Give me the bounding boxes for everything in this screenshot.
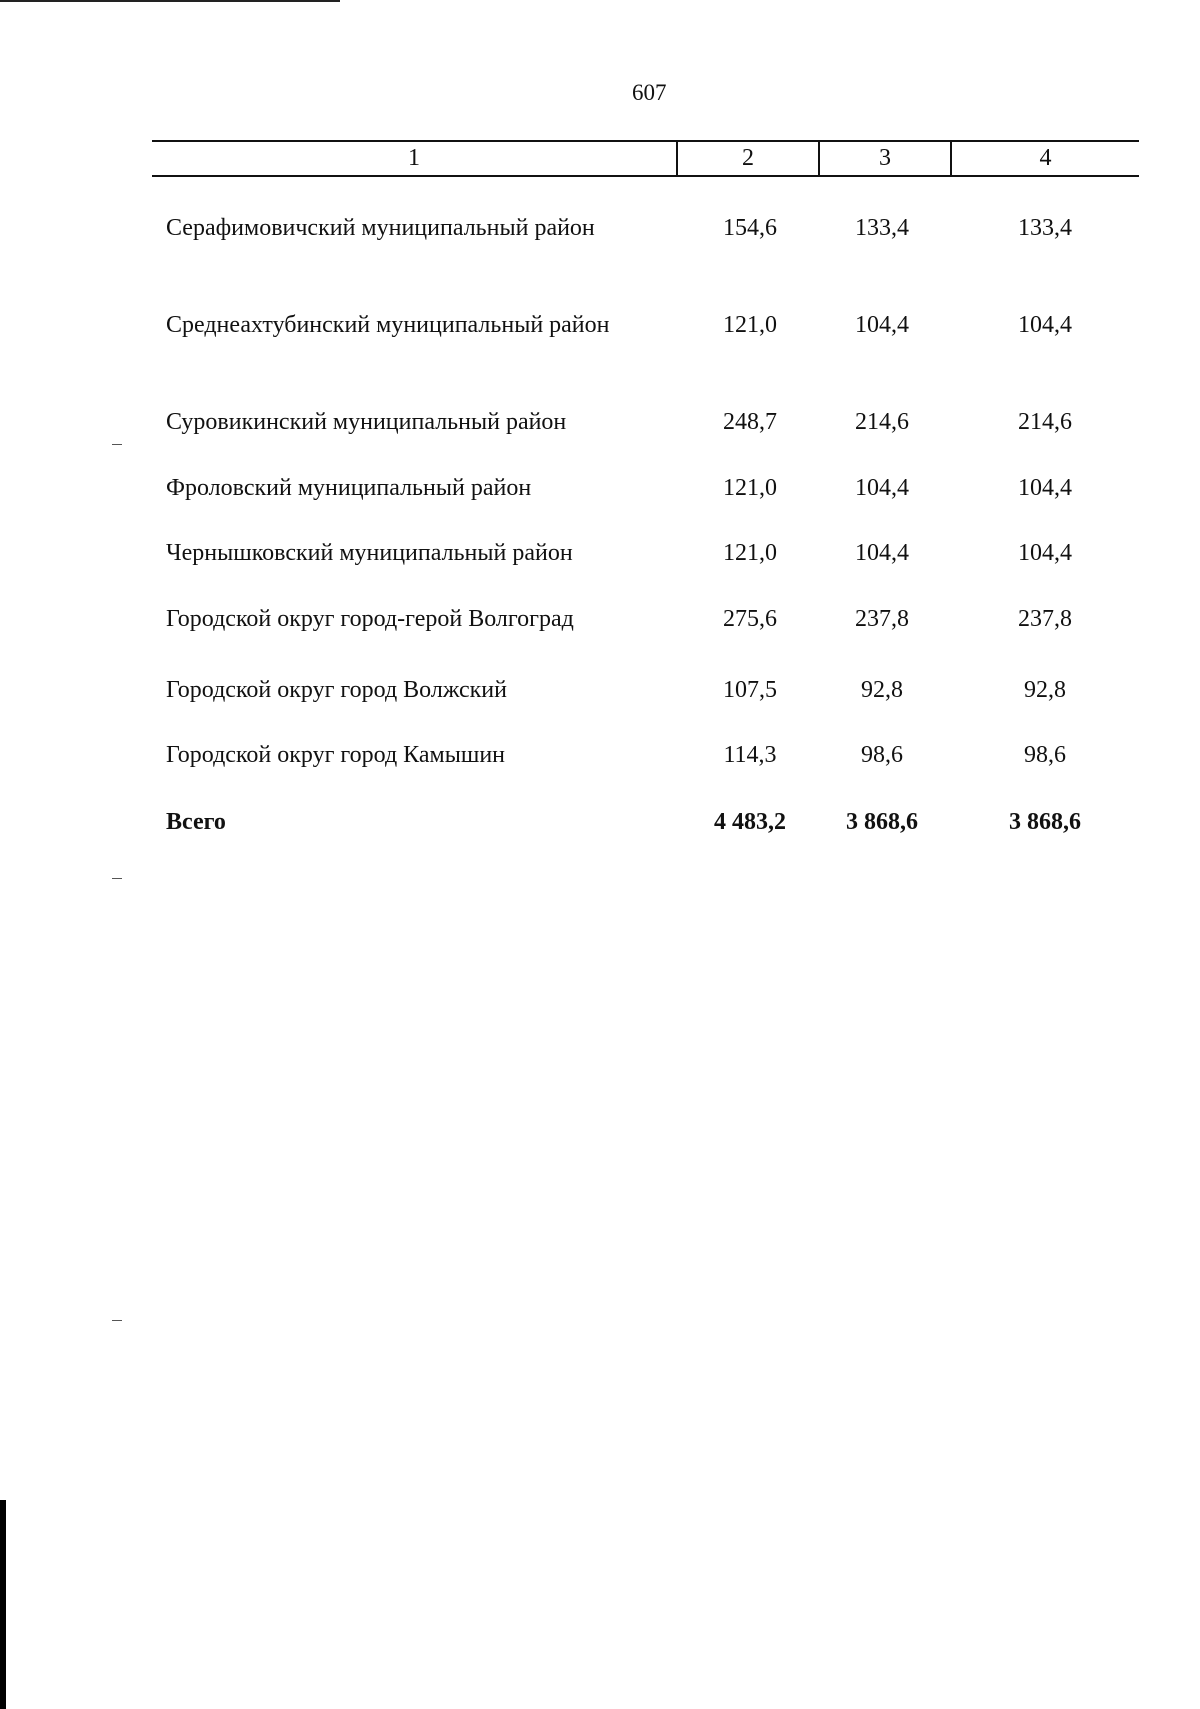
row-name: Городской округ город-герой Волгоград (166, 606, 574, 632)
header-bottom-rule (152, 175, 1139, 177)
row-name: Среднеахтубинский муниципальный район (166, 312, 610, 338)
row-value-col2: 275,6 (723, 606, 777, 632)
row-value-col2: 154,6 (723, 215, 777, 241)
row-name: Фроловский муниципальный район (166, 475, 532, 501)
row-value-col2: 114,3 (723, 742, 777, 768)
scan-mark (112, 444, 122, 445)
scan-mark (112, 1320, 122, 1321)
header-col-3: 3 (879, 145, 891, 171)
row-value-col3: 92,8 (861, 677, 903, 703)
row-name: Городской округ город Волжский (166, 677, 507, 703)
scan-edge-line (0, 0, 340, 2)
row-value-col3: 98,6 (861, 742, 903, 768)
row-value-col4: 237,8 (1018, 606, 1072, 632)
total-label: Всего (166, 809, 226, 835)
row-value-col4: 133,4 (1018, 215, 1072, 241)
row-value-col3: 237,8 (855, 606, 909, 632)
header-top-rule (152, 140, 1139, 142)
header-col-4: 4 (1039, 145, 1052, 171)
scan-edge-bar (0, 1500, 6, 1709)
row-value-col3: 104,4 (855, 312, 909, 338)
page-number: 607 (632, 80, 667, 105)
header-col-1: 1 (408, 145, 420, 171)
row-name: Чернышковский муниципальный район (166, 540, 573, 566)
row-value-col4: 92,8 (1024, 677, 1066, 703)
row-value-col3: 133,4 (855, 215, 909, 241)
total-value-col2: 4 483,2 (714, 809, 786, 835)
row-value-col4: 104,4 (1018, 312, 1072, 338)
row-value-col4: 104,4 (1018, 475, 1072, 501)
row-value-col2: 121,0 (723, 475, 777, 501)
row-value-col4: 98,6 (1024, 742, 1066, 768)
row-value-col3: 214,6 (855, 409, 909, 435)
row-value-col4: 104,4 (1018, 540, 1072, 566)
row-value-col2: 248,7 (723, 409, 777, 435)
row-value-col3: 104,4 (855, 475, 909, 501)
row-value-col2: 121,0 (723, 312, 777, 338)
header-col-2: 2 (742, 145, 754, 171)
row-value-col4: 214,6 (1018, 409, 1072, 435)
total-value-col4: 3 868,6 (1009, 809, 1081, 835)
total-value-col3: 3 868,6 (846, 809, 918, 835)
row-value-col2: 107,5 (723, 677, 777, 703)
row-name: Серафимовичский муниципальный район (166, 215, 595, 241)
row-value-col3: 104,4 (855, 540, 909, 566)
row-name: Суровикинский муниципальный район (166, 409, 567, 435)
row-name: Городской округ город Камышин (166, 742, 505, 768)
scan-mark (112, 878, 122, 879)
row-value-col2: 121,0 (723, 540, 777, 566)
